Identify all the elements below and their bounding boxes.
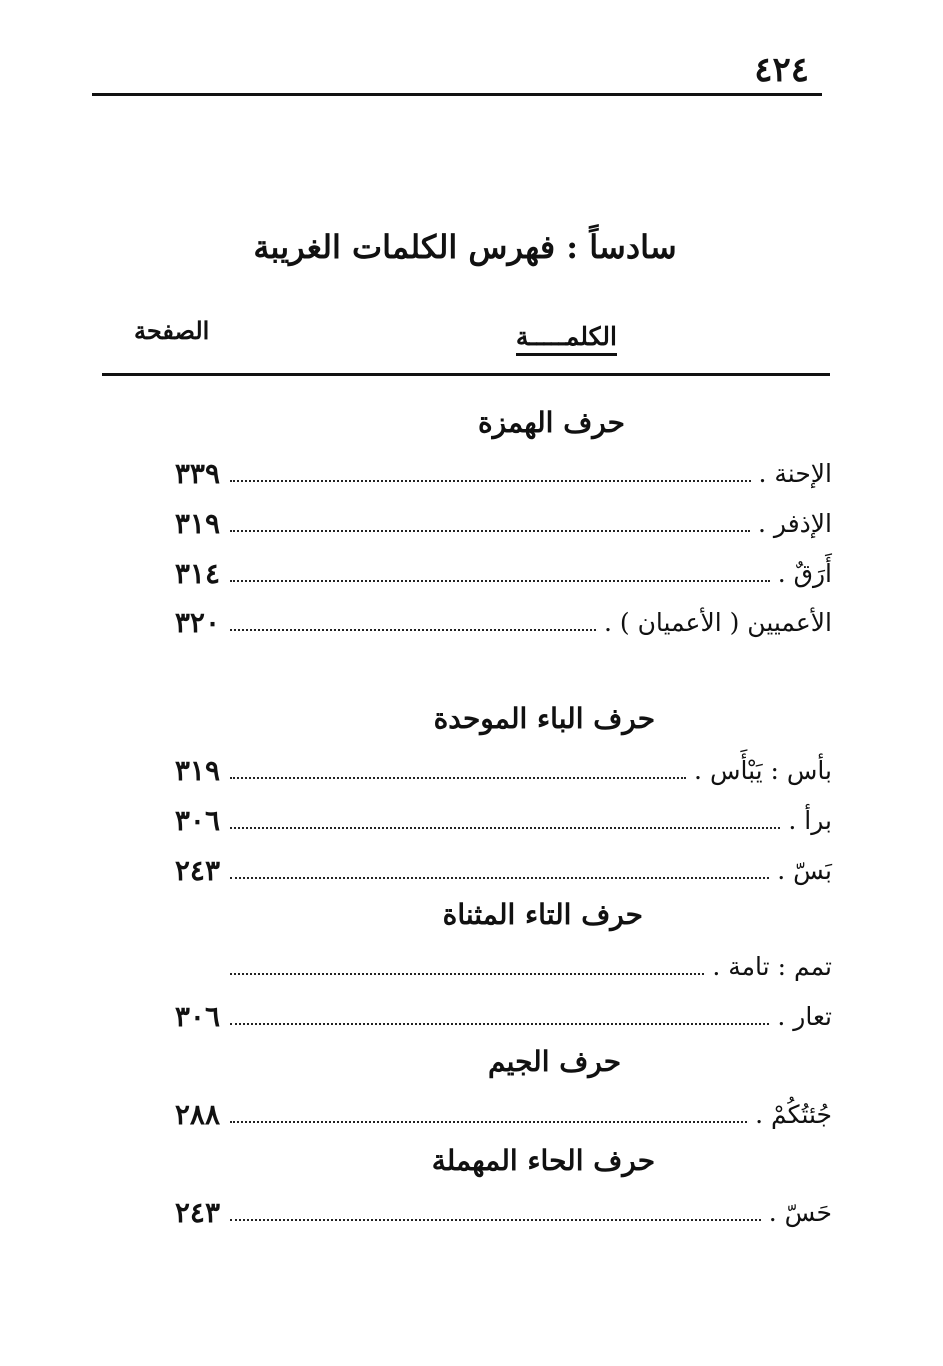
entry-word: بأس : يَبْأَس . [694,755,832,785]
entry-page: ٢٨٨ [174,1097,220,1131]
entry-page: ٣٠٦ [174,803,220,837]
leader-dots [230,580,770,582]
index-entry [110,1192,832,1232]
index-entry [110,946,832,986]
entry-page: ٢٤٣ [174,853,220,887]
column-header-rule [102,373,830,376]
index-entry [110,800,832,840]
entry-page: ٢٤٣ [174,1195,220,1229]
leader-dots [230,777,686,779]
entry-page: ٣١٩ [174,506,220,540]
leader-dots [230,1121,747,1123]
entry-word: بَسّ . [777,855,832,885]
index-entry [110,602,832,642]
index-entry [110,1094,832,1134]
entry-page: ٣٠٦ [174,999,220,1033]
entry-word: تعار . [777,1001,832,1031]
entry-word: الإذفر . [758,508,832,538]
leader-dots [230,1023,769,1025]
leader-dots [230,530,750,532]
entry-page: ٣٢٠ [174,605,220,639]
entry-word: أَرَقٌ . [777,558,832,588]
leader-dots [230,629,596,631]
leader-dots [230,973,704,975]
entry-word: تمم : تامة . [712,951,832,981]
index-entry [110,453,832,493]
entry-word: برأ . [788,805,832,835]
index-entry [110,750,832,790]
entry-word: الإحنة . [758,458,832,488]
index-entry [110,503,832,543]
index-entry [110,996,832,1036]
section-title-ba: حرف الباء الموحدة [433,702,655,735]
entry-word: جُئتُكُمْ . [755,1099,832,1129]
entry-word: حَسّ . [768,1197,832,1227]
header-rule [92,93,822,96]
leader-dots [230,827,780,829]
section-title-jim: حرف الجيم [488,1045,621,1078]
entry-page: ٣١٩ [174,753,220,787]
index-title: سادساً : فهرس الكلمات الغريبة [253,228,677,266]
section-title-hamza: حرف الهمزة [477,406,625,439]
entry-page: ٣٣٩ [174,456,220,490]
column-header-page: الصفحة [134,316,210,345]
leader-dots [230,877,769,879]
column-header-word: الكلمـــــة [516,322,617,356]
section-title-ta: حرف التاء المثناة [442,898,643,931]
index-entry [110,553,832,593]
section-title-ha: حرف الحاء المهملة [431,1144,655,1177]
page-number: ٤٢٤ [754,50,809,90]
index-entry [110,850,832,890]
entry-page: ٣١٤ [174,556,220,590]
entry-word: الأعميين ( الأعميان ) . [603,607,832,637]
leader-dots [230,1219,761,1221]
leader-dots [230,480,751,482]
